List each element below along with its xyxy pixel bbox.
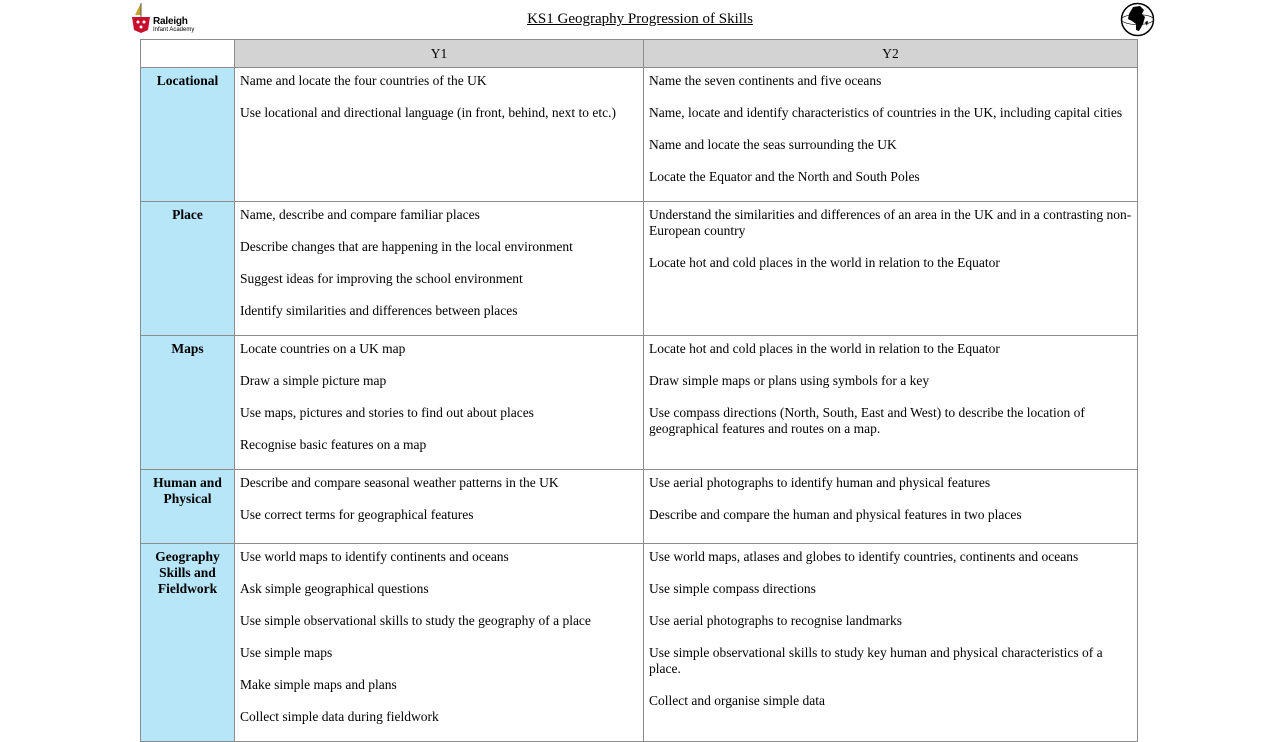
- list-item: Describe and compare seasonal weather patterns in the UK: [240, 475, 559, 490]
- list-item: Use simple compass directions: [649, 581, 816, 596]
- table-row-human-and-physical: [141, 470, 1138, 544]
- table-row-place: [141, 202, 1138, 336]
- list-item: Name the seven continents and five oceans: [649, 73, 882, 88]
- list-item: Locate the Equator and the North and South Poles: [649, 169, 920, 184]
- list-item: Locate hot and cold places in the world in relation to the Equator: [649, 255, 1000, 270]
- list-item: Understand the similarities and differences of an area in the UK and in a contrasting non-European country: [649, 207, 1132, 238]
- y1-cell: [235, 470, 644, 544]
- skills-table: [140, 39, 1138, 742]
- row-header-human-and-physical: Human and Physical: [141, 470, 235, 544]
- list-item: Identify similarities and differences between places: [240, 303, 518, 318]
- row-header-geography-skills-and-fieldwork: Geography Skills and Fieldwork: [141, 544, 235, 742]
- list-item: Locate countries on a UK map: [240, 341, 406, 356]
- row-header-locational: Locational: [141, 68, 235, 202]
- list-item: Use compass directions (North, South, East and West) to describe the location of geographical features and routes on a map.: [649, 405, 1085, 436]
- y2-cell: [644, 68, 1138, 202]
- page-title: KS1 Geography Progression of Skills: [527, 11, 753, 27]
- logo-name: Raleigh: [153, 16, 188, 27]
- table-row-geography-skills-and-fieldwork: [141, 544, 1138, 742]
- globe-icon: [1120, 2, 1155, 37]
- list-item: Name and locate the seas surrounding the UK: [649, 137, 897, 152]
- list-item: Collect simple data during fieldwork: [240, 709, 439, 724]
- list-item: Collect and organise simple data: [649, 693, 825, 708]
- y1-cell: [235, 202, 644, 336]
- list-item: Use maps, pictures and stories to find out about places: [240, 405, 534, 420]
- list-item: Use aerial photographs to identify human and physical features: [649, 475, 991, 490]
- y1-cell: [235, 544, 644, 742]
- column-header-y2: Y2: [644, 40, 1138, 68]
- list-item: Draw simple maps or plans using symbols for a key: [649, 373, 930, 388]
- table-row-maps: [141, 336, 1138, 470]
- list-item: Use world maps, atlases and globes to identify countries, continents and oceans: [649, 549, 1079, 564]
- list-item: Name, describe and compare familiar places: [240, 207, 480, 222]
- y2-cell: [644, 202, 1138, 336]
- list-item: Use simple observational skills to study the geography of a place: [240, 613, 591, 628]
- list-item: Ask simple geographical questions: [240, 581, 429, 596]
- list-item: Draw a simple picture map: [240, 373, 387, 388]
- row-header-place: Place: [141, 202, 235, 336]
- list-item: Name and locate the four countries of the UK: [240, 73, 487, 88]
- y1-cell: [235, 68, 644, 202]
- y2-cell: [644, 544, 1138, 742]
- table-row-locational: [141, 68, 1138, 202]
- y1-cell: [235, 336, 644, 470]
- list-item: Use aerial photographs to recognise landmarks: [649, 613, 903, 628]
- y2-cell: [644, 336, 1138, 470]
- list-item: Use correct terms for geographical features: [240, 507, 474, 522]
- list-item: Name, locate and identify characteristics of countries in the UK, including capital cities: [649, 105, 1123, 120]
- logo-subtitle: Infant Academy: [153, 27, 195, 33]
- list-item: Use world maps to identify continents and oceans: [240, 549, 509, 564]
- list-item: Recognise basic features on a map: [240, 437, 427, 452]
- table-header-row: [141, 40, 1138, 68]
- list-item: Use locational and directional language (in front, behind, next to etc.): [240, 105, 616, 120]
- list-item: Make simple maps and plans: [240, 677, 397, 692]
- list-item: Suggest ideas for improving the school environment: [240, 271, 523, 286]
- list-item: Use simple maps: [240, 645, 333, 660]
- list-item: Describe and compare the human and physical features in two places: [649, 507, 1022, 522]
- corner-cell: [141, 40, 235, 68]
- list-item: Use simple observational skills to study key human and physical characteristics of a place.: [649, 645, 1103, 676]
- list-item: Locate hot and cold places in the world in relation to the Equator: [649, 341, 1000, 356]
- y2-cell: [644, 470, 1138, 544]
- list-item: Describe changes that are happening in the local environment: [240, 239, 573, 254]
- column-header-y1: Y1: [235, 40, 644, 68]
- row-header-maps: Maps: [141, 336, 235, 470]
